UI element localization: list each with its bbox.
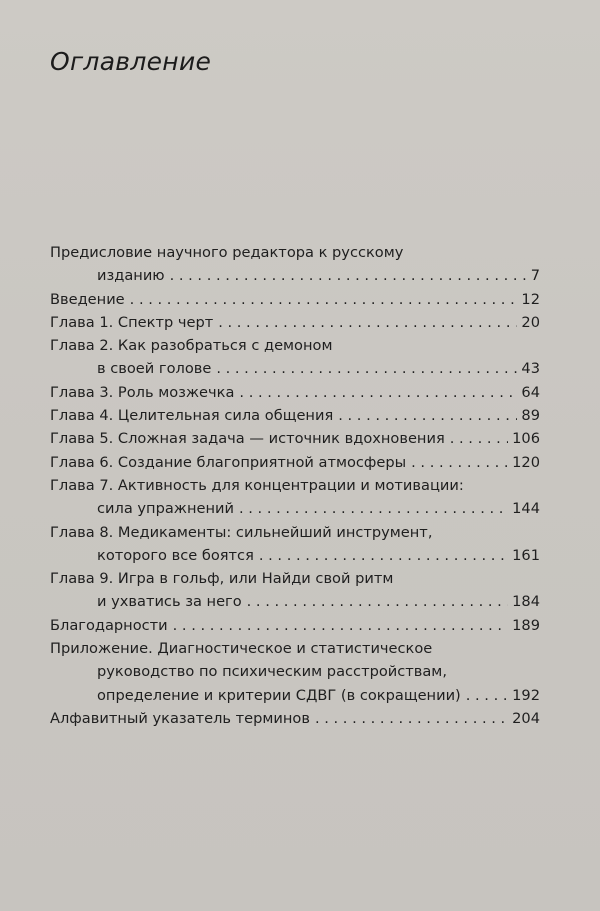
toc-entry-line	[50, 474, 540, 497]
dot-leader	[259, 544, 508, 567]
toc-page-number: 189	[512, 616, 540, 634]
toc-entry	[50, 288, 540, 311]
toc-entry	[50, 381, 540, 404]
toc-entry-line	[50, 660, 540, 683]
page-title: Оглавление	[50, 47, 212, 76]
table-of-contents	[50, 241, 540, 730]
toc-entry-line	[50, 404, 540, 427]
toc-entry-line	[50, 427, 540, 450]
dot-leader	[239, 381, 517, 404]
toc-entry	[50, 707, 540, 730]
toc-entry-line	[50, 288, 540, 311]
toc-entry	[50, 334, 540, 381]
toc-entry-text: Приложение. Диагностическое и статистическое	[50, 640, 433, 658]
toc-page-number: 89	[521, 407, 540, 425]
dot-leader	[170, 264, 527, 287]
toc-entry	[50, 637, 540, 707]
toc-entry-text: изданию	[97, 267, 165, 285]
toc-entry-line	[50, 241, 540, 264]
toc-entry-line	[50, 684, 540, 707]
toc-entry-text: руководство по психическим расстройствам,	[97, 663, 447, 681]
toc-page-number: 120	[512, 453, 540, 471]
toc-entry-text: Глава 4. Целительная сила общения	[50, 407, 334, 425]
toc-entry-line	[50, 521, 540, 544]
dot-leader	[218, 311, 517, 334]
dot-leader	[338, 404, 517, 427]
toc-entry-line	[50, 451, 540, 474]
toc-entry-text: Глава 8. Медикаменты: сильнейший инструмент,	[50, 523, 433, 541]
toc-entry-text: Глава 3. Роль мозжечка	[50, 383, 235, 401]
dot-leader	[411, 451, 508, 474]
toc-page-number: 184	[512, 593, 540, 611]
toc-page-number: 43	[521, 360, 540, 378]
toc-entry-line	[50, 567, 540, 590]
toc-entry	[50, 241, 540, 288]
toc-entry	[50, 451, 540, 474]
toc-entry	[50, 614, 540, 637]
toc-entry-line	[50, 334, 540, 357]
toc-page-number: 144	[512, 500, 540, 518]
dot-leader	[239, 497, 508, 520]
toc-entry-line	[50, 544, 540, 567]
toc-entry-text: определение и критерии СДВГ (в сокращении)	[97, 686, 461, 704]
toc-entry-line	[50, 381, 540, 404]
toc-entry-text: Благодарности	[50, 616, 168, 634]
toc-entry-text: Глава 7. Активность для концентрации и мотивации:	[50, 476, 464, 494]
toc-page-number: 204	[512, 709, 540, 727]
dot-leader	[173, 614, 508, 637]
toc-page-number: 192	[512, 686, 540, 704]
dot-leader	[315, 707, 508, 730]
toc-entry	[50, 404, 540, 427]
toc-entry	[50, 474, 540, 521]
dot-leader	[130, 288, 518, 311]
toc-entry-text: и ухватись за него	[97, 593, 242, 611]
toc-entry	[50, 521, 540, 568]
toc-entry-text: которого все боятся	[97, 546, 254, 564]
toc-entry-text: Глава 6. Создание благоприятной атмосферы	[50, 453, 407, 471]
toc-entry-line	[50, 707, 540, 730]
toc-entry-text: Предисловие научного редактора к русскому	[50, 244, 404, 261]
toc-entry-line	[50, 590, 540, 613]
toc-entry-text: в своей голове	[97, 360, 212, 378]
toc-entry-line	[50, 637, 540, 660]
dot-leader	[216, 357, 517, 380]
toc-entry-text: сила упражнений	[97, 500, 234, 518]
toc-entry-line	[50, 614, 540, 637]
toc-entry-line	[50, 311, 540, 334]
toc-page-number: 7	[530, 267, 540, 285]
toc-entry-line	[50, 497, 540, 520]
toc-entry	[50, 311, 540, 334]
toc-entry-line	[50, 264, 540, 287]
dot-leader	[466, 684, 508, 707]
toc-entry-text: Глава 9. Игра в гольф, или Найди свой ритм	[50, 570, 394, 588]
toc-entry-text: Глава 5. Сложная задача — источник вдохновения	[50, 430, 445, 448]
dot-leader	[247, 590, 508, 613]
toc-entry-line	[50, 357, 540, 380]
toc-entry-text: Введение	[50, 290, 125, 308]
toc-entry	[50, 427, 540, 450]
toc-page-number: 12	[521, 290, 540, 308]
toc-page-number: 20	[521, 313, 540, 331]
toc-page-number: 106	[512, 430, 540, 448]
toc-entry	[50, 567, 540, 614]
toc-entry-text: Глава 1. Спектр черт	[50, 313, 214, 331]
toc-page-number: 64	[521, 383, 540, 401]
toc-page-number: 161	[512, 546, 540, 564]
toc-entry-text: Глава 2. Как разобраться с демоном	[50, 337, 333, 355]
toc-entry-text: Алфавитный указатель терминов	[50, 709, 310, 727]
dot-leader	[450, 427, 508, 450]
